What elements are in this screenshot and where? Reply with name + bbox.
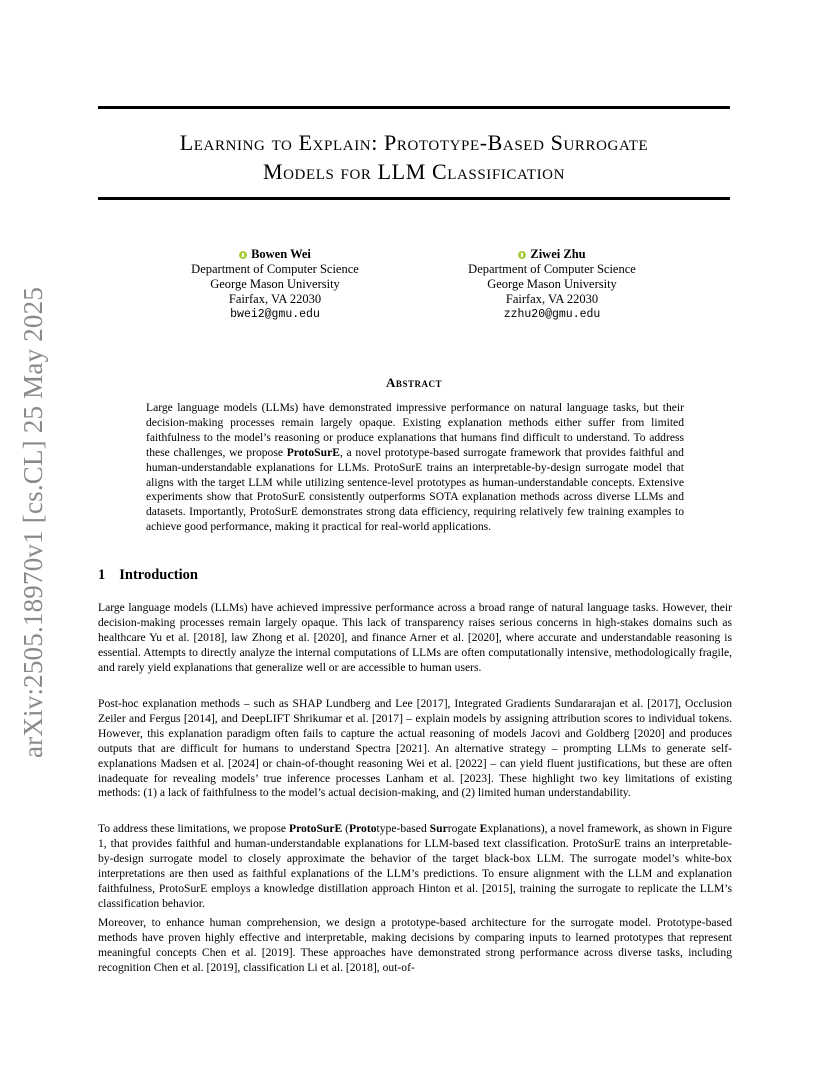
paper-title <box>98 128 730 186</box>
orcid-icon[interactable] <box>518 251 526 259</box>
author-email-1[interactable]: bwei2@gmu.edu <box>230 308 320 321</box>
orcid-icon[interactable] <box>239 251 247 259</box>
title-bottom-rule <box>98 197 730 200</box>
intro-paragraph-1: Large language models (LLMs) have achieved impressive performance across a broad range of natural language tasks. However, their decision-making processes remain largely opaque. This lack of transparency raises serious concerns in high-stakes domains such as healthcare Yu et al. [2018], law Zhong et al. [2020], and finance Arner et al. [2020], where accurate and understandable reasoning is essential. Attempts to directly analyze the internal computations of LLMs are often computationally intensive, methodologically fragile, and rarely yield explanations that generalize well or are accessible to human users. <box>98 601 732 674</box>
title-top-rule <box>98 106 730 109</box>
author-name-2: Ziwei Zhu <box>422 247 682 262</box>
intro-paragraph-2: Post-hoc explanation methods – such as SHAP Lundberg and Lee [2017], Integrated Gradients Sundararajan et al. [2017], Occlusion Zeiler and Fergus [2014], and DeepLIFT Shrikumar et al. [2017] – explain models by assigning attribution scores to individual tokens. However, this explanation paradigm often fails to capture the actual reasoning of models Jacovi and Goldberg [2020] and produces outputs that are difficult for humans to understand Spectra [2021]. An alternative strategy – prompting LLMs to generate self-explanations Madsen et al. [2024] or chain-of-thought reasoning Wei et al. [2022] – can yield fluent justifications, but these are often inadequate for revealing models’ true inference processes Lanham et al. [2023]. These highlight two key limitations of existing methods: (1) a lack of faithfulness to the model’s actual decision-making, and (2) limited human understandability. <box>98 697 732 800</box>
author-name-1: Bowen Wei <box>145 247 405 262</box>
abstract-heading: Abstract <box>386 375 442 390</box>
author-university-1: George Mason University <box>210 277 340 291</box>
intro-paragraph-3: To address these limitations, we propose ProtoSurE (Prototype-based Surrogate Explanations), a novel framework, as shown in Figure 1, that provides faithful and human-understandable explanations for LLM-based text classification. ProtoSurE trains an interpretable-by-design surrogate model to closely approximate the behavior of the target black-box LLM. The surrogate model’s white-box interpretations are then used as faithful explanations of the LLM’s predictions. To ensure alignment with the LLM and explanation faithfulness, ProtoSurE employs a knowledge distillation approach Hinton et al. [2015], training the surrogate to replicate the LLM’s classification behavior. <box>98 822 732 910</box>
title-line-1: Learning to Explain: Prototype-Based Surrogate <box>179 130 649 155</box>
title-line-2: Models for LLM Classification <box>262 159 566 184</box>
author-university-2: George Mason University <box>487 277 617 291</box>
section-number: 1 <box>98 567 106 583</box>
section-title: Introduction <box>119 567 198 583</box>
author-block-1 <box>145 247 405 322</box>
arxiv-stamp-text: arXiv:2505.18970v1 [cs.CL] 25 May 2025 <box>18 286 49 758</box>
author-department-2: Department of Computer Science <box>468 262 636 276</box>
intro-paragraph-4: Moreover, to enhance human comprehension, we design a prototype-based architecture for the surrogate model. Prototype-based methods have proven highly effective and interpretable, making decisions by comparing inputs to learned prototypes that represent meaningful concepts Chen et al. [2019]. These approaches have demonstrated strong performance across diverse tasks, including recognition Chen et al. [2019], classification Li et al. [2018], out-of- <box>98 916 732 974</box>
arxiv-identifier-stamp <box>14 282 54 762</box>
author-department-1: Department of Computer Science <box>191 262 359 276</box>
section-heading-introduction <box>98 567 198 584</box>
author-location-2: Fairfax, VA 22030 <box>505 292 599 306</box>
author-block-2 <box>422 247 682 322</box>
method-name: ProtoSurE <box>286 445 340 459</box>
author-location-1: Fairfax, VA 22030 <box>228 292 322 306</box>
abstract-body: Large language models (LLMs) have demonstrated impressive performance on natural language tasks, but their decision-making processes remain largely opaque. Existing explanation methods either suffer from limited faithfulness to the model’s reasoning or produce explanations that humans find difficult to understand. To address these challenges, we propose ProtoSurE, a novel prototype-based surrogate framework that provides faithful and human-understandable explanations for LLMs. ProtoSurE trains an interpretable-by-design surrogate model that aligns with the target LLM while utilizing sentence-level prototypes as human-understandable concepts. Extensive experiments show that ProtoSurE consistently outperforms SOTA explanation methods across diverse LLMs and datasets. Importantly, ProtoSurE demonstrates strong data efficiency, requiring relatively few training examples to achieve good performance, making it practical for real-world applications. <box>146 401 684 534</box>
author-email-2[interactable]: zzhu20@gmu.edu <box>503 308 601 321</box>
